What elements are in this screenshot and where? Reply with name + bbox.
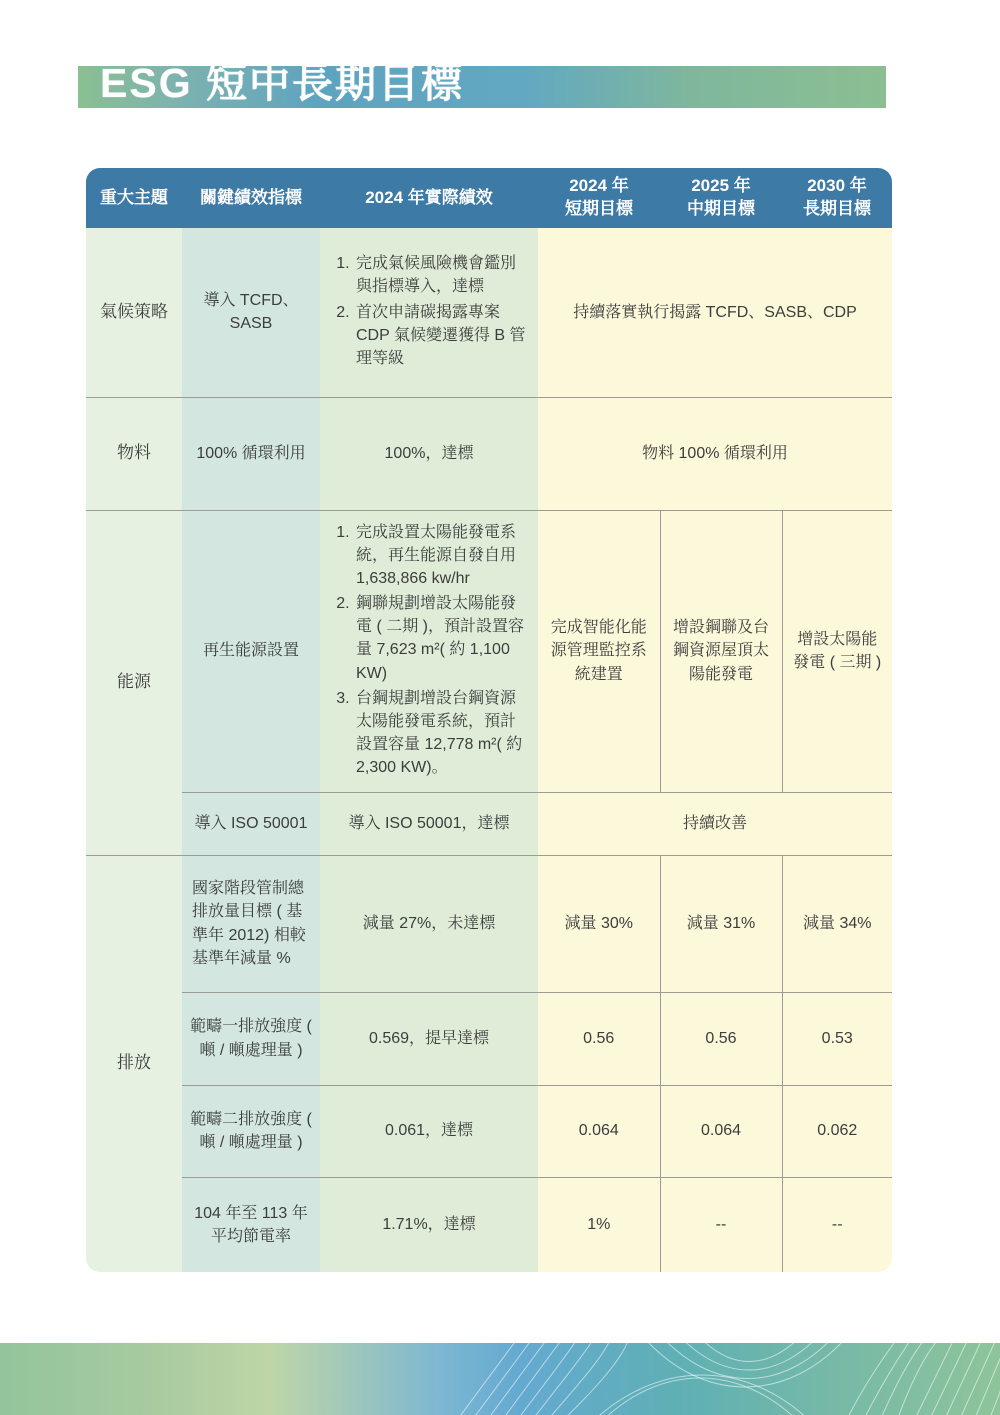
goal-emissions-scope2-long: 0.062	[782, 1085, 892, 1177]
actual-energy-renewables	[320, 510, 538, 792]
goal-energy-mid: 增設鋼聯及台鋼資源屋頂太陽能發電	[660, 510, 782, 792]
header-short-term-year: 2024 年	[569, 176, 629, 196]
goal-emissions-power-saving-short: 1%	[538, 1177, 660, 1272]
goal-emissions-scope2-short: 0.064	[538, 1085, 660, 1177]
header-mid-term	[660, 168, 782, 228]
goal-energy-long: 增設太陽能發電 ( 三期 )	[782, 510, 892, 792]
kpi-emissions-scope1: 範疇一排放強度 ( 噸 / 噸處理量 )	[182, 992, 320, 1085]
goal-emissions-power-saving-long: --	[782, 1177, 892, 1272]
kpi-emissions-power-saving: 104 年至 113 年平均節電率	[182, 1177, 320, 1272]
list-item: 1. 完成氣候風險機會鑑別與指標導入，達標	[354, 252, 528, 298]
kpi-emissions-national: 國家階段管制總排放量目標 ( 基準年 2012) 相較基準年減量 %	[182, 855, 320, 992]
actual-climate-list	[328, 248, 530, 376]
header-mid-term-year: 2025 年	[691, 176, 751, 196]
table-row-emissions-scope1	[86, 992, 892, 1085]
header-short-term	[538, 168, 660, 228]
table-header-row	[86, 168, 892, 228]
table-row-materials	[86, 397, 892, 510]
actual-emissions-national: 減量 27%，未達標	[320, 855, 538, 992]
kpi-energy-iso: 導入 ISO 50001	[182, 792, 320, 855]
actual-materials: 100%，達標	[320, 397, 538, 510]
kpi-materials: 100% 循環利用	[182, 397, 320, 510]
goal-emissions-scope1-short: 0.56	[538, 992, 660, 1085]
esg-goals-table-wrapper	[86, 168, 892, 1272]
goal-climate-merged: 持續落實執行揭露 TCFD、SASB、CDP	[538, 228, 892, 397]
header-long-term-label: 長期目標	[803, 199, 871, 218]
goal-energy-iso-merged: 持續改善	[538, 792, 892, 855]
topic-emissions: 排放	[86, 855, 182, 1272]
table-row-emissions-power-saving	[86, 1177, 892, 1272]
goal-emissions-scope1-mid: 0.56	[660, 992, 782, 1085]
actual-emissions-scope1: 0.569，提早達標	[320, 992, 538, 1085]
header-mid-term-label: 中期目標	[687, 199, 755, 218]
goal-emissions-scope1-long: 0.53	[782, 992, 892, 1085]
header-major-topic: 重大主題	[86, 168, 182, 228]
goal-emissions-power-saving-mid: --	[660, 1177, 782, 1272]
goal-materials-merged: 物料 100% 循環利用	[538, 397, 892, 510]
list-item: 1. 完成設置太陽能發電系統，再生能源自發自用 1,638,866 kw/hr	[354, 521, 528, 591]
header-actual-2024: 2024 年實際績效	[320, 168, 538, 228]
kpi-climate: 導入 TCFD、SASB	[182, 228, 320, 397]
topic-energy: 能源	[86, 510, 182, 855]
goal-emissions-national-long: 減量 34%	[782, 855, 892, 992]
section-title-banner	[78, 60, 886, 108]
header-long-term-year: 2030 年	[807, 176, 867, 196]
esg-goals-table	[86, 168, 892, 1272]
goal-emissions-scope2-mid: 0.064	[660, 1085, 782, 1177]
topic-climate: 氣候策略	[86, 228, 182, 397]
table-row-emissions-national	[86, 855, 892, 992]
list-item: 2. 首次申請碳揭露專案 CDP 氣候變遷獲得 B 管理等級	[354, 301, 528, 371]
list-item: 2. 鋼聯規劃增設太陽能發電 ( 二期 )，預計設置容量 7,623 m²( 約 1,100 KW)	[354, 592, 528, 685]
table-row-energy-iso	[86, 792, 892, 855]
table-row-climate	[86, 228, 892, 397]
topic-materials: 物料	[86, 397, 182, 510]
actual-emissions-power-saving: 1.71%，達標	[320, 1177, 538, 1272]
actual-climate	[320, 228, 538, 397]
goal-emissions-national-mid: 減量 31%	[660, 855, 782, 992]
actual-emissions-scope2: 0.061，達標	[320, 1085, 538, 1177]
table-row-emissions-scope2	[86, 1085, 892, 1177]
page-title: ESG 短中長期目標	[100, 60, 464, 106]
kpi-emissions-scope2: 範疇二排放強度 ( 噸 / 噸處理量 )	[182, 1085, 320, 1177]
goal-energy-short: 完成智能化能源管理監控系統建置	[538, 510, 660, 792]
kpi-energy-renewables: 再生能源設置	[182, 510, 320, 792]
goal-emissions-national-short: 減量 30%	[538, 855, 660, 992]
footer-gradient-band	[0, 1343, 1000, 1415]
header-kpi: 關鍵績效指標	[182, 168, 320, 228]
footer-wave-pattern	[0, 1343, 1000, 1415]
list-item: 3. 台鋼規劃增設台鋼資源太陽能發電系統，預計設置容量 12,778 m²( 約 2,300 KW)。	[354, 687, 528, 780]
header-long-term	[782, 168, 892, 228]
table-row-energy-renewables	[86, 510, 892, 792]
header-short-term-label: 短期目標	[565, 199, 633, 218]
actual-energy-iso: 導入 ISO 50001，達標	[320, 792, 538, 855]
actual-energy-list	[328, 517, 530, 786]
